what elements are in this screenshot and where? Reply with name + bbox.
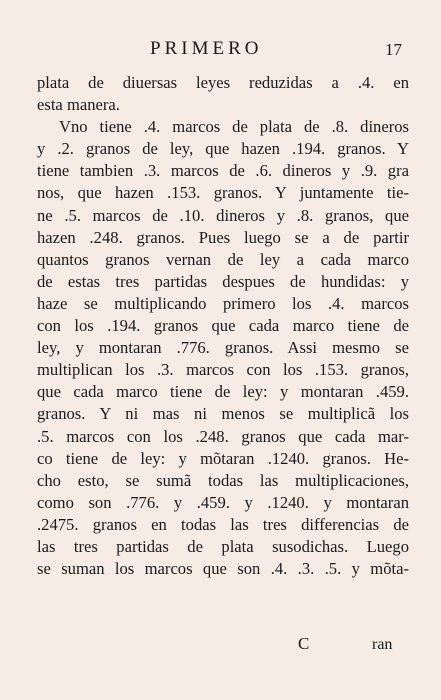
- signature-mark: C: [298, 634, 310, 653]
- text-line: que cada marco tiene de ley: y montaran .459.: [37, 382, 409, 402]
- text-line: .2475. granos en todas las tres differencias de: [37, 514, 409, 534]
- running-head: PRIMERO: [150, 38, 263, 59]
- text-line: cho esto, se sumã todas las multiplicaciones,: [37, 470, 409, 490]
- text-line: hazen .248. granos. Pues luego se a de partir: [37, 227, 409, 247]
- catchword: ran: [372, 636, 393, 653]
- text-line: .5. marcos con los .248. granos que cada mar-: [37, 426, 409, 446]
- text-line: las tres partidas de plata susodichas. Luego: [37, 536, 409, 556]
- text-line: plata de diuersas leyes reduzidas a .4. en: [37, 73, 409, 92]
- body-text: [37, 72, 409, 580]
- text-line: esta manera.: [37, 95, 120, 115]
- text-line: granos. Y ni mas ni menos se multiplicã los: [37, 404, 409, 424]
- text-line: ley, y montaran .776. granos. Assi mesmo se: [37, 338, 409, 358]
- text-line: haze se multiplicando primero los .4. marcos: [37, 293, 409, 313]
- page-number: 17: [385, 40, 402, 59]
- text-line: quantos granos vernan de ley a cada marco: [37, 249, 409, 269]
- text-line: con los .194. granos que cada marco tiene de: [37, 316, 409, 336]
- text-line: Vno tiene .4. marcos de plata de .8. dineros: [59, 117, 409, 137]
- text-line: como son .776. y .459. y .1240. y montaran: [37, 492, 409, 512]
- text-line: multiplican los .3. marcos con los .153. granos,: [37, 360, 409, 380]
- text-line: y .2. granos de ley, que hazen .194. granos. Y: [37, 139, 409, 159]
- text-line: se suman los marcos que son .4. .3. .5. y mõta-: [37, 559, 409, 579]
- text-line: tiene tambien .3. marcos de .6. dineros y .9. gra: [37, 161, 409, 181]
- text-line: de estas tres partidas despues de hundidas: y: [37, 271, 409, 291]
- text-line: nos, que hazen .153. granos. Y juntamente tie-: [37, 183, 409, 203]
- text-line: co tiene de ley: y mõtaran .1240. granos. He-: [37, 448, 409, 468]
- text-line: ne .5. marcos de .10. dineros y .8. granos, que: [37, 205, 409, 225]
